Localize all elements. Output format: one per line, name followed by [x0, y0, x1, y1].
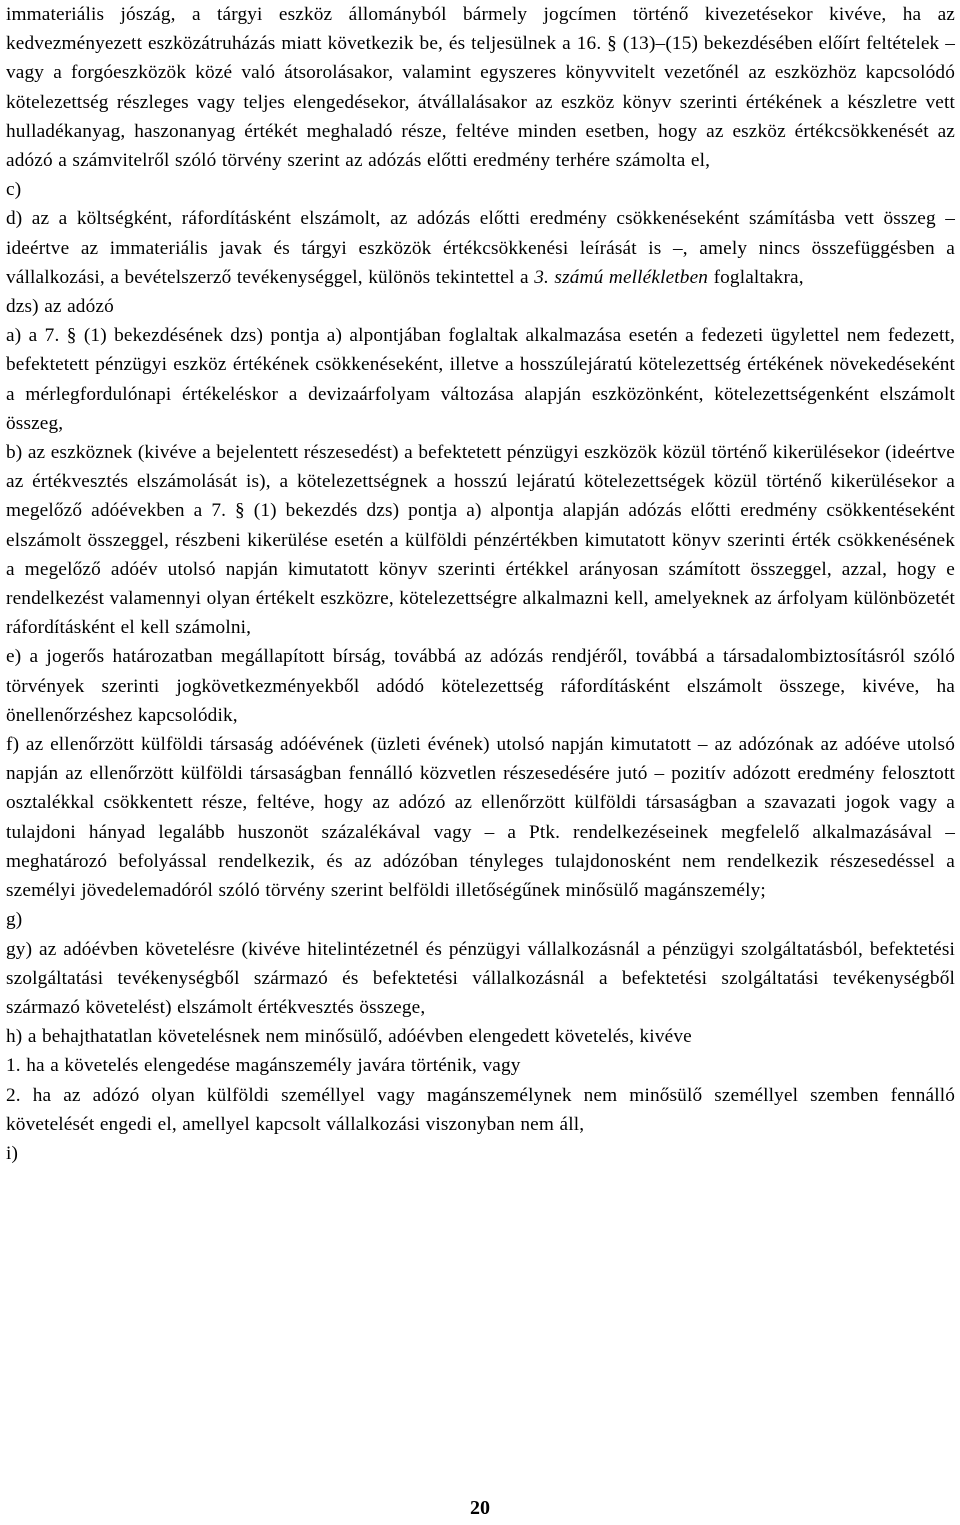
paragraph-c: c)	[6, 179, 22, 201]
paragraph-i: i)	[6, 1142, 19, 1164]
paragraph-d	[6, 204, 955, 292]
paragraph-h-item-2: 2. ha az adózó olyan külföldi személlyel vagy magánszemélynek nem minősülő személlyel szemben fennálló követelését engedi el, amellyel kapcsolt vállalkozási viszonyban nem áll,	[6, 1084, 955, 1135]
paragraph-dzs-b: b) az eszköznek (kivéve a bejelentett részesedést) a befektetett pénzügyi eszközök közül történő kikerülésekor (ideértve az értékvesztés elszámolását is), a kötelezettségnek a hosszú lejáratú kötelezettségek közül történő kikerülésekor a megelőző adóévekben a 7. § (1) bekezdés dzs) pontja a) alpontja alapján adózás előtti eredmény csökkentéseként elszámolt összeggel, részbeni kikerülése esetén a külföldi pénzértékben kimutatott könyv szerinti érték csökkenésének a megelőző adóév utolsó napján kimutatott könyv szerinti értékkel arányosan számított összeggel, azzal, hogy e rendelkezést valamennyi olyan értékelt eszközre, kötelezettségre alkalmazni kell, amelyeknek az árfolyam különbözetét ráfordításként el kell számolni,	[6, 442, 956, 639]
paragraph-h: h) a behajthatatlan követelésnek nem minősülő, adóévben elengedett követelés, kivéve	[6, 1026, 692, 1048]
document-body	[6, 0, 955, 1168]
paragraph-f: f) az ellenőrzött külföldi társaság adóévének (üzleti évének) utolsó napján kimutatott – az adózónak az adóéve utolsó napján az ellenőrzött külföldi társaságban fennálló közvetlen részesedésére jutó – pozitív adózott eredmény felosztott osztalékkal csökkentett része, feltéve, hogy az adózó az ellenőrzött külföldi társaságban a szavazati jogok vagy a tulajdoni hányad legalább huszonöt százalékával vagy – a Ptk. rendelkezéseinek megfelelő alkalmazásával – meghatározó befolyással rendelkezik, és az adózóban tényleges tulajdonosként nem rendelkezik részesedéssel a személyi jövedelemadóról szóló törvény szerint belföldi illetőségűnek minősülő magánszemély;	[6, 734, 955, 902]
paragraph-g: g)	[6, 909, 23, 931]
paragraph-d-text: d) az a költségként, ráfordításként elszámolt, az adózás előtti eredmény csökkenéseként számításba vett összeg – ideértve az immateriális javak és tárgyi eszközök értékcsökkenési leírását is –, amely nincs összefüggésben a vállalkozási, a bevételszerző tevékenységgel, különös tekintettel a	[6, 208, 955, 288]
page-number: 20	[470, 1497, 490, 1519]
paragraph-intro: immateriális jószág, a tárgyi eszköz állományból bármely jogcímen történő kivezetésekor kivéve, ha az kedvezményezett eszközátruházás miatt következik be, és teljesülnek a 16. § (13)–(15) bekezdésében előírt feltételek – vagy a forgóeszközök közé való átsorolásakor, valamint egyszeres könyvvitelt vezetőnél az eszközhöz kapcsolódó kötelezettség részleges vagy teljes elengedésekor, átvállalásakor az eszköz könyv szerinti értékének a készletre vett hulladékanyag, haszonanyag értékét meghaladó része, feltéve minden esetben, hogy az eszköz értékcsökkenését az adózó a számvitelről szóló törvény szerint az adózás előtti eredmény terhére számolta el,	[6, 4, 955, 172]
paragraph-dzs: dzs) az adózó	[6, 296, 114, 318]
paragraph-d-annex-reference: 3. számú mellékletben	[534, 266, 709, 288]
paragraph-e: e) a jogerős határozatban megállapított bírság, továbbá az adózás rendjéről, továbbá a társadalombiztosításról szóló törvények szerinti jogkövetkezményekből adódó kötelezettség ráfordításként elszámolt összege, kivéve, ha önellenőrzéshez kapcsolódik,	[6, 646, 955, 726]
paragraph-dzs-a: a) a 7. § (1) bekezdésének dzs) pontja a) alpontjában foglaltak alkalmazása esetén a fedezeti ügylettel nem fedezett, befektetett pénzügyi eszköz értékének csökkenéseként, illetve a hosszúlejáratú kötelezettség értékének növekedéseként a mérlegfordulónapi értékeléskor a devizaárfolyam változása alapján eszközönként, kötelezettségenként elszámolt összeg,	[6, 325, 955, 434]
paragraph-gy: gy) az adóévben követelésre (kivéve hitelintézetnél és pénzügyi vállalkozásnál a pénzügyi szolgáltatásból, befektetési szolgáltatási tevékenységből származó és befektetési vállalkozásnál a befektetési szolgáltatási tevékenységből származó követelést) elszámolt értékvesztés összege,	[6, 938, 955, 1018]
paragraph-d-tail: foglaltakra,	[708, 266, 804, 288]
paragraph-h-item-1: 1. ha a követelés elengedése magánszemély javára történik, vagy	[6, 1055, 521, 1077]
